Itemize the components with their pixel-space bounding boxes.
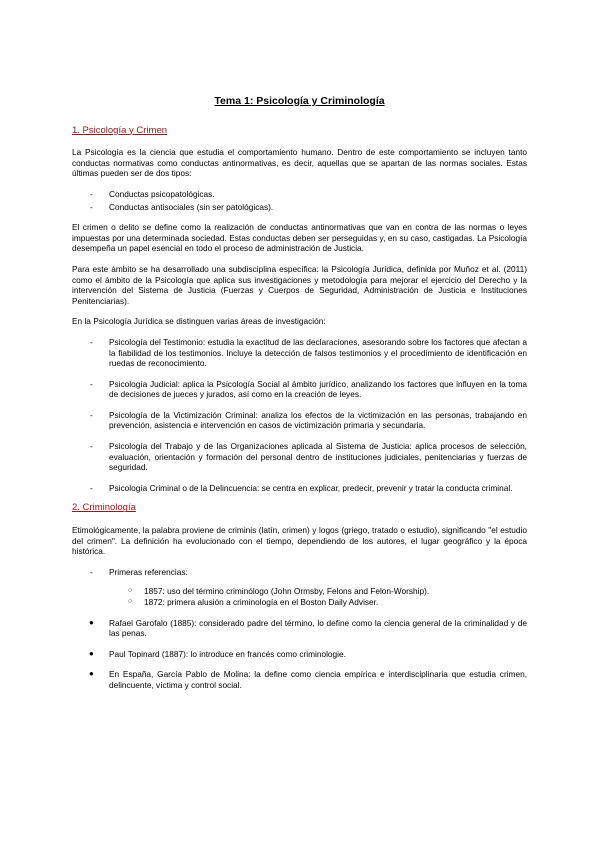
list-item: ● En España, García Pablo de Molina: la define como ciencia empírica e interdisciplinaria que estudia crimen, delincuente, víctima y control social. <box>89 669 527 690</box>
list-item: - Psicología del Trabajo y de las Organizaciones aplicada al Sistema de Justicia: aplica procesos de selección, evaluación, orientación y formación del personal dentro de instituciones judiciales, penitenciarias y fuerzas de seguridad. <box>90 441 527 473</box>
list-item: - Psicología Criminal o de la Delincuencia: se centra en explicar, predecir, prevenir y tratar la conducta criminal. <box>90 482 513 493</box>
dash-marker: - <box>90 336 93 347</box>
list-item: - Psicología de la Victimización Criminal: analiza los efectos de la victimización en las personas, trabajando en prevención, asistencia e intervención en casos de victimización primaria y secundaria. <box>90 409 527 431</box>
section-1-paragraph-4: En la Psicología Jurídica se distinguen varias áreas de investigación: <box>72 316 326 327</box>
list-item: - Psicología Judicial: aplica la Psicología Social al ámbito jurídico, analizando los factores que influyen en la toma de decisiones de jueces y jurados, así como en la creación de leyes. <box>90 378 527 400</box>
bullet-icon: ● <box>89 617 94 627</box>
research-areas-list <box>72 337 527 494</box>
dash-marker: - <box>90 201 93 212</box>
conduct-types-list <box>72 189 527 212</box>
section-1-paragraph-2: El crimen o delito se define como la realización de conductas antinormativas que van en contra de las normas o leyes impuestas por una determinada sociedad. Estas conductas deben ser perseguidas y, en su caso, castigadas. La Psicología desempeña un papel esencial en todo el proceso de administración de Justicia. <box>72 222 527 254</box>
authors-list <box>72 618 527 691</box>
dash-marker: - <box>90 409 93 420</box>
section-1-paragraph-1: La Psicología es la ciencia que estudia el comportamiento humano. Dentro de este comportamiento se incluyen tanto conductas normativas como conductas antinormativas, es decir, aquellas que se apartan de las normas sociales. Estas últimas pueden ser de dos tipos: <box>72 147 527 179</box>
dash-marker: - <box>90 378 93 389</box>
dash-marker: - <box>90 188 93 199</box>
list-item: ● Paul Topinard (1887): lo introduce en francés como criminologie. <box>89 648 346 659</box>
references-sublist <box>72 586 527 607</box>
list-item: - Psicología del Testimonio: estudia la exactitud de las declaraciones, asesorando sobre los factores que afectan a la fiabilidad de los testimonios. Incluye la detección de falsos testimonios y el procedimiento de identificación en ruedas de reconocimiento. <box>90 336 527 369</box>
section-2-heading: 2. Criminología <box>72 502 136 514</box>
document-content <box>72 96 527 701</box>
dash-marker: - <box>90 566 93 577</box>
bullet-icon: ● <box>89 648 94 658</box>
section-1-heading: 1. Psicología y Crimen <box>72 124 168 136</box>
list-item: ○ 1857: uso del término criminólogo (John Ormsby, Felons and Felon-Worship). <box>128 586 430 597</box>
list-item: - Primeras referencias: <box>90 566 188 577</box>
list-item: - Conductas psicopatológicas. <box>90 188 215 199</box>
page-title: Tema 1: Psicología y Criminología <box>214 95 385 107</box>
bullet-icon: ● <box>89 669 94 679</box>
circle-bullet-icon: ○ <box>128 598 133 605</box>
references-list <box>72 567 527 578</box>
list-item: - Conductas antisociales (sin ser patológicas). <box>90 201 274 212</box>
section-2-paragraph-1: Etimológicamente, la palabra proviene de criminis (latín, crimen) y logos (griego, tratado o estudio), significando "el estudio del crimen". La definición ha evolucionado con el tiempo, dependiendo de los autores, el lugar geográfico y la época histórica. <box>72 525 527 557</box>
list-item: ○ 1872: primera alusión a criminología en el Boston Daily Adviser. <box>128 597 379 607</box>
section-1-paragraph-3: Para este ámbito se ha desarrollado una subdisciplina específica: la Psicología Jurídica, definida por Muñoz et al. (2011) como el ámbito de la Psicología que aplica sus investigaciones y metodología para mejorar el ejercicio del Derecho y la intervención del Sistema de Justicia (Fuerzas y Cuerpos de Seguridad, Administración de Justicia e Instituciones Penitenciarias). <box>72 263 527 306</box>
dash-marker: - <box>90 482 93 493</box>
list-item: ● Rafael Garofalo (1885): considerado padre del término, lo define como la ciencia general de la criminalidad y de las penas. <box>89 617 527 639</box>
dash-marker: - <box>90 441 93 452</box>
circle-bullet-icon: ○ <box>128 587 133 595</box>
